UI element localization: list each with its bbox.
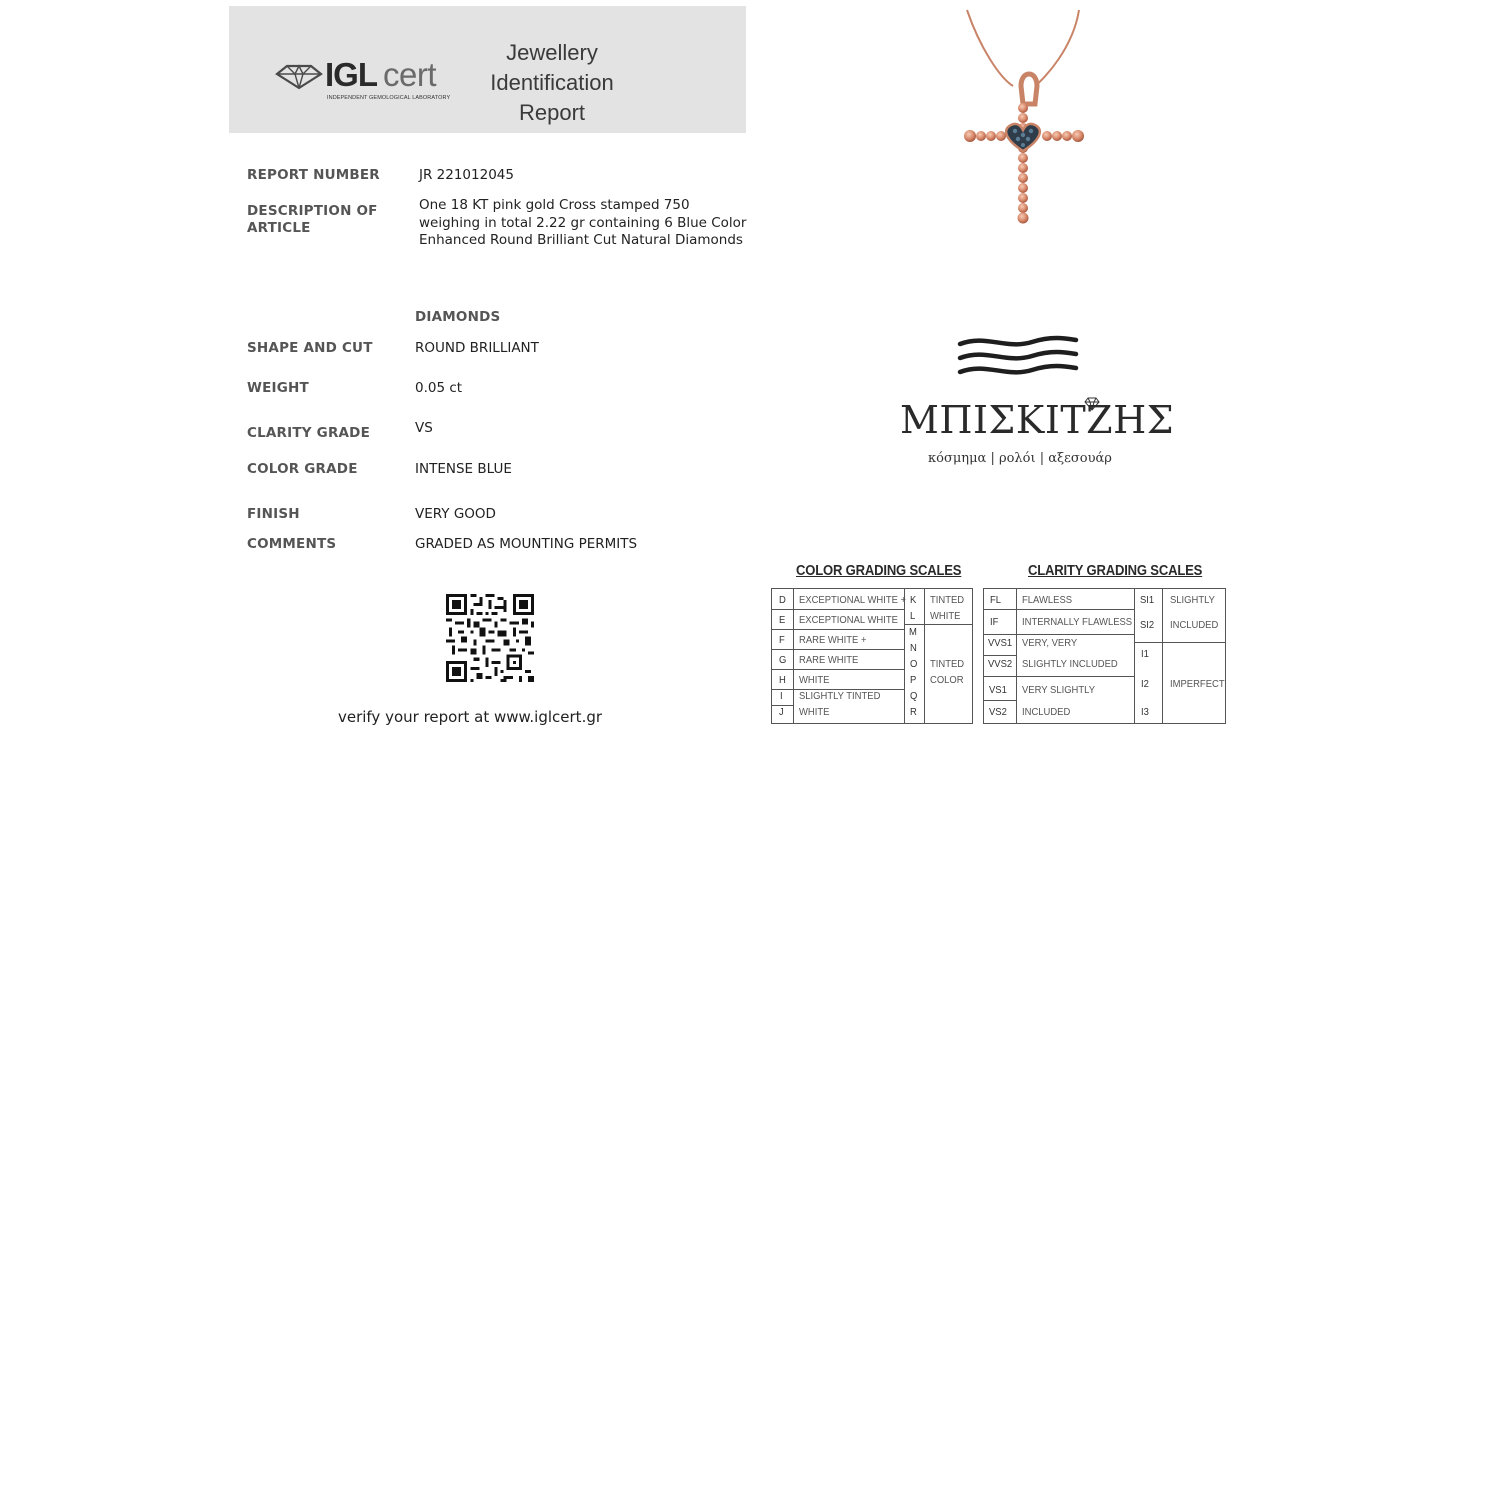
color-grade-desc: WHITE <box>799 706 830 718</box>
report-title-line: Identification <box>490 70 614 95</box>
jeweler-tagline: κόσμημα | ρολόι | αξεσουάρ <box>928 451 1112 466</box>
shape-cut-value: ROUND BRILLIANT <box>415 340 539 356</box>
comments-value: GRADED AS MOUNTING PERMITS <box>415 536 638 552</box>
clarity-grade-desc: INCLUDED <box>1022 706 1071 718</box>
clarity-grade-code: VS2 <box>989 706 1007 718</box>
clarity-grade-code: IF <box>990 616 999 628</box>
color-grade-code: N <box>910 642 917 654</box>
color-grade-code: H <box>779 674 786 686</box>
shape-cut-label: SHAPE AND CUT <box>247 340 373 356</box>
weight-label: WEIGHT <box>247 380 309 396</box>
weight-value: 0.05 ct <box>415 380 463 396</box>
color-grade-code: J <box>779 706 784 718</box>
clarity-grade-value: VS <box>415 420 433 436</box>
color-scale-title: COLOR GRADING SCALES <box>796 563 962 579</box>
logo-cert-text: cert <box>383 56 437 93</box>
color-grade-code: M <box>909 626 917 638</box>
report-title-line: Jewellery <box>506 40 598 65</box>
clarity-grade-code: I3 <box>1141 706 1149 718</box>
report-number-label: REPORT NUMBER <box>247 167 380 183</box>
color-grade-desc: SLIGHTLY TINTED <box>799 690 881 702</box>
color-grade-code: K <box>910 594 917 606</box>
color-grade-desc: RARE WHITE <box>799 654 859 666</box>
color-grade-code: F <box>779 634 785 646</box>
color-grade-code: L <box>910 610 916 622</box>
clarity-scale-title: CLARITY GRADING SCALES <box>1028 563 1203 579</box>
color-grade-code: P <box>910 674 917 686</box>
description-line: One 18 KT pink gold Cross stamped 750 <box>419 197 690 213</box>
clarity-grade-code: VVS1 <box>988 637 1013 649</box>
clarity-grade-desc: VERY SLIGHTLY <box>1022 684 1096 696</box>
finish-value: VERY GOOD <box>415 506 496 522</box>
color-grade-code: E <box>779 614 786 626</box>
description-label-line: DESCRIPTION OF <box>247 203 378 219</box>
color-grade-code: R <box>910 706 917 718</box>
clarity-grade-desc: SLIGHTLY INCLUDED <box>1022 658 1118 670</box>
description-value <box>419 197 746 250</box>
clarity-grade-desc: VERY, VERY <box>1022 637 1078 649</box>
slightly-included-label: INCLUDED <box>1170 619 1219 631</box>
report-title <box>477 38 627 128</box>
color-grading-table <box>771 588 973 724</box>
color-grade-desc: EXCEPTIONAL WHITE + <box>799 594 907 606</box>
diamonds-heading: DIAMONDS <box>415 309 501 325</box>
finish-label: FINISH <box>247 506 300 522</box>
color-grade-value: INTENSE BLUE <box>415 461 512 477</box>
verify-report-text: verify your report at www.iglcert.gr <box>337 708 603 726</box>
jeweler-name: ΜΠΙΣΚΙΤΖΗΣ <box>900 398 1175 442</box>
clarity-grading-table <box>983 588 1226 724</box>
color-grade-desc: WHITE <box>799 674 830 686</box>
clarity-grade-desc: FLAWLESS <box>1022 594 1073 606</box>
imperfect-label: IMPERFECT <box>1170 678 1225 690</box>
color-grade-code: O <box>910 658 918 670</box>
report-number-value: JR 221012045 <box>419 167 514 183</box>
report-header <box>229 6 746 133</box>
iglcert-logo <box>275 54 455 106</box>
description-label <box>247 203 378 237</box>
comments-label: COMMENTS <box>247 536 337 552</box>
color-grade-code: I <box>780 690 783 702</box>
color-grade-label: COLOR GRADE <box>247 461 358 477</box>
clarity-grade-code: SI2 <box>1140 619 1155 631</box>
color-grade-code: D <box>779 594 786 606</box>
logo-igl-text: IGL <box>325 56 377 93</box>
description-line: Enhanced Round Brilliant Cut Natural Diamonds <box>419 232 743 248</box>
qr-code[interactable] <box>446 594 534 682</box>
clarity-grade-label: CLARITY GRADE <box>247 425 371 441</box>
logo-subtitle: INDEPENDENT GEMOLOGICAL LABORATORY <box>327 95 451 101</box>
tinted-white-label: WHITE <box>930 610 961 622</box>
clarity-grade-code: FL <box>990 594 1002 606</box>
slightly-included-label: SLIGHTLY <box>1170 594 1215 606</box>
clarity-grade-code: SI1 <box>1140 594 1155 606</box>
clarity-grade-code: I2 <box>1141 678 1149 690</box>
color-grade-desc: RARE WHITE + <box>799 634 867 646</box>
cross-pendant-image <box>955 8 1095 238</box>
tinted-white-label: TINTED <box>930 594 965 606</box>
color-grade-desc: EXCEPTIONAL WHITE <box>799 614 898 626</box>
description-label-line: ARTICLE <box>247 220 311 236</box>
report-title-line: Report <box>518 100 586 125</box>
waves-logo-icon <box>956 332 1080 380</box>
color-grade-code: G <box>779 654 787 666</box>
clarity-grade-code: VS1 <box>989 684 1007 696</box>
clarity-grade-code: I1 <box>1141 648 1149 660</box>
clarity-grade-desc: INTERNALLY FLAWLESS <box>1022 616 1133 628</box>
tinted-color-label: TINTED <box>930 658 965 670</box>
diamond-logo-icon <box>275 62 323 90</box>
tinted-color-label: COLOR <box>930 674 964 686</box>
color-grade-code: Q <box>910 690 918 702</box>
clarity-grade-code: VVS2 <box>988 658 1013 670</box>
description-line: weighing in total 2.22 gr containing 6 Blue Color <box>419 214 747 231</box>
